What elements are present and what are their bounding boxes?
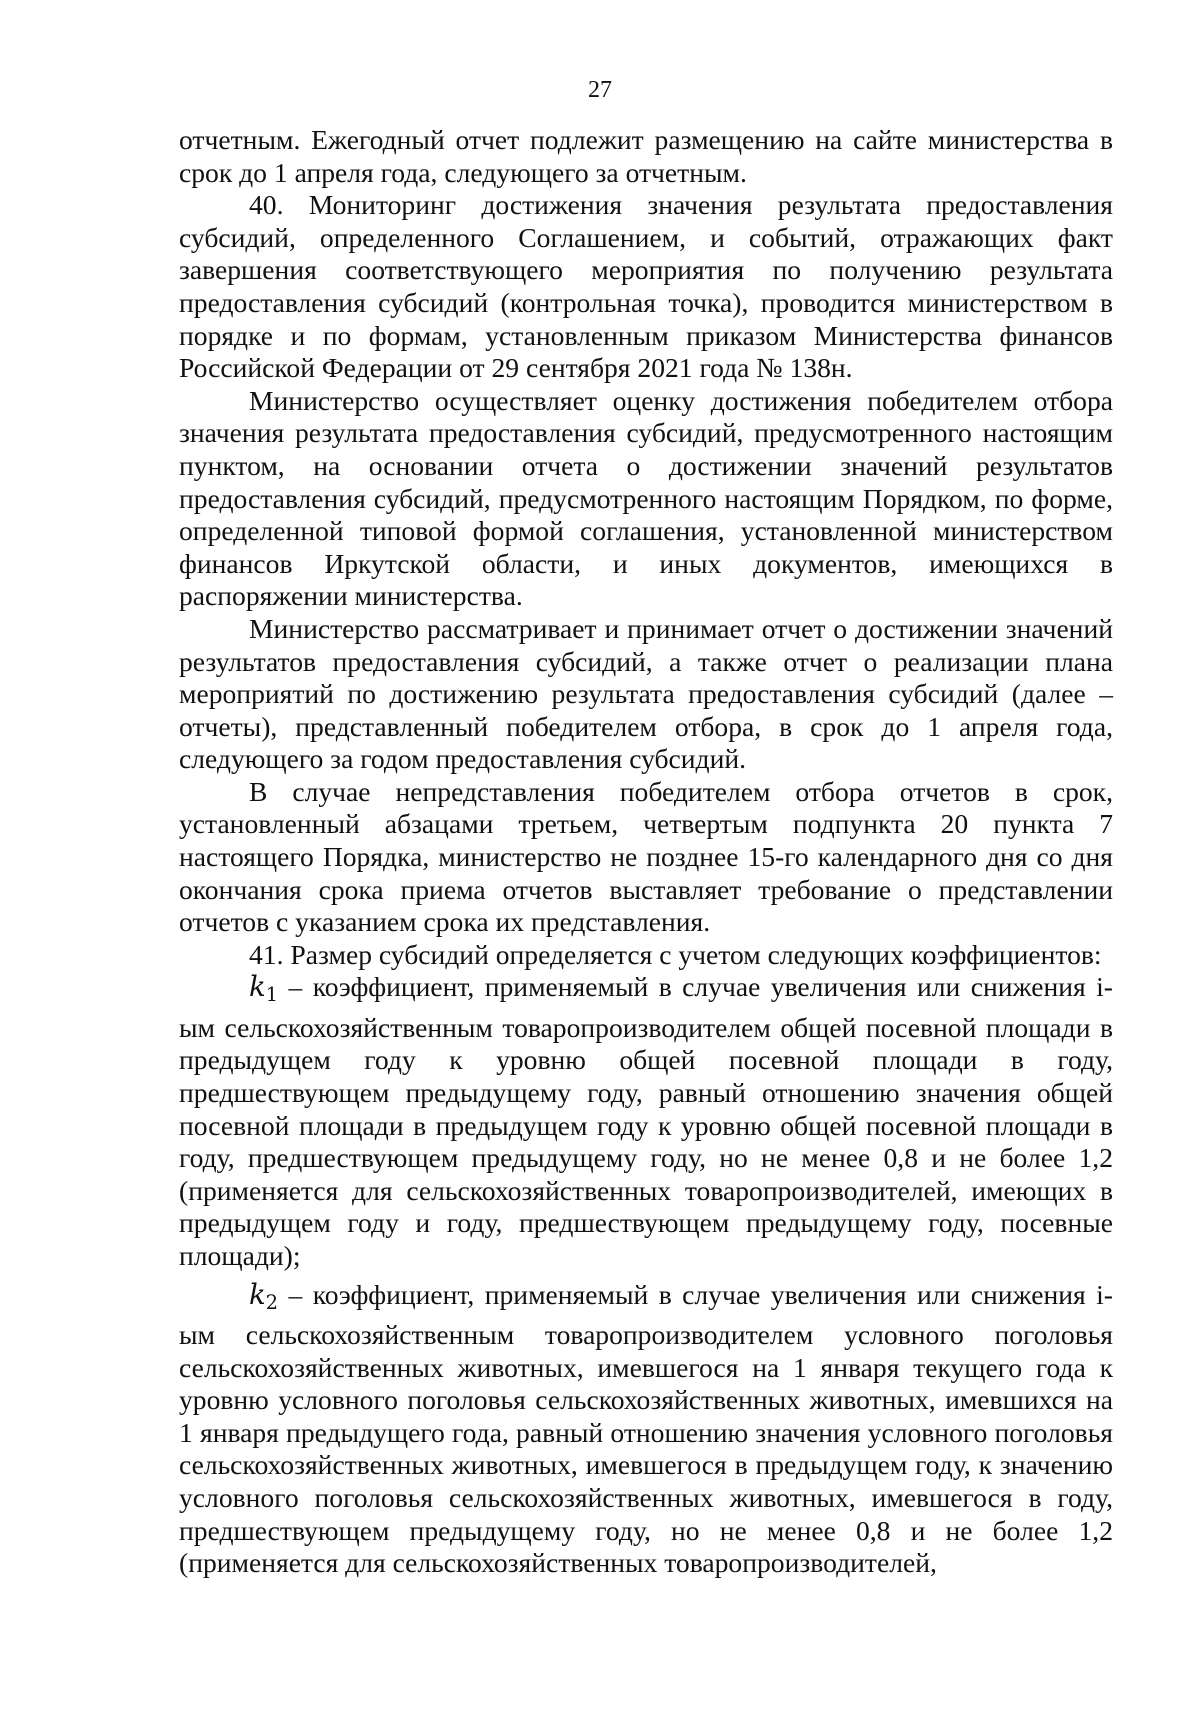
coefficient-k2-symbol: $k_2$ bbox=[249, 1277, 279, 1314]
document-body bbox=[179, 124, 1113, 1580]
coefficient-k2-paragraph bbox=[179, 1279, 1113, 1580]
paragraph-non-submission: В случае непредставления победителем отбора отчетов в срок, установленный абзацами третьем, четвертым подпункта 20 пункта 7 настоящего Порядка, министерство не позднее 15-го календарного дня со дня окончания срока приема отчетов выставляет требование о представлении отчетов с указанием срока их представления. bbox=[179, 775, 1113, 938]
coefficient-k1-text: – коэффициент, применяемый в случае увеличения или снижения i-ым сельскохозяйственным товаропроизводителем общей посевной площади в предыдущем году к уровню общей посевной площади в году, предшествующем предыдущему году, равный отношению значения общей посевной площади в предыдущем году к уровню общей посевной площади в году, предшествующем предыдущему году, но не менее 0,8 и не более 1,2 (применяется для сельскохозяйственных товаропроизводителей, имеющих в предыдущем году и году, предшествующем предыдущему году, посевные площади); bbox=[179, 971, 1113, 1272]
paragraph-report-review: Министерство рассматривает и принимает отчет о достижении значений результатов предоставления субсидий, а также отчет о реализации плана мероприятий по достижению результата предоставления субсидий (далее – отчеты), представленный победителем отбора, в срок до 1 апреля года, следующего за годом предоставления субсидий. bbox=[179, 612, 1113, 775]
paragraph-40: 40. Мониторинг достижения значения результата предоставления субсидий, определенного Соглашением, и событий, отражающих факт завершения соответствующего мероприятия по получению результата предоставления субсидий (контрольная точка), проводится министерством в порядке и по формам, установленным приказом Министерства финансов Российской Федерации от 29 сентября 2021 года № 138н. bbox=[179, 189, 1113, 384]
paragraph-41: 41. Размер субсидий определяется с учетом следующих коэффициентов: bbox=[249, 938, 1102, 970]
page-number: 27 bbox=[588, 77, 612, 103]
paragraph-continuation: отчетным. Ежегодный отчет подлежит размещению на сайте министерства в срок до 1 апреля года, следующего за отчетным. bbox=[179, 124, 1113, 188]
coefficient-k1-symbol: $k_1$ bbox=[249, 970, 279, 1007]
coefficient-k1-paragraph bbox=[179, 971, 1113, 1272]
coefficient-k2-text: – коэффициент, применяемый в случае увеличения или снижения i-ым сельскохозяйственным товаропроизводителем условного поголовья сельскохозяйственных животных, имевшегося на 1 января текущего года к уровню условного поголовья сельскохозяйственных животных, имевшихся на 1 января предыдущего года, равный отношению значения условного поголовья сельскохозяйственных животных, имевшегося в предыдущем году, к значению условного поголовья сельскохозяйственных животных, имевшегося в году, предшествующем предыдущему году, но не менее 0,8 и не более 1,2 (применяется для сельскохозяйственных товаропроизводителей, bbox=[179, 1278, 1113, 1579]
paragraph-assessment: Министерство осуществляет оценку достижения победителем отбора значения результата предоставления субсидий, предусмотренного настоящим пунктом, на основании отчета о достижении значений результатов предоставления субсидий, предусмотренного настоящим Порядком, по форме, определенной типовой формой соглашения, установленной министерством финансов Иркутской области, и иных документов, имеющихся в распоряжении министерства. bbox=[179, 384, 1113, 612]
